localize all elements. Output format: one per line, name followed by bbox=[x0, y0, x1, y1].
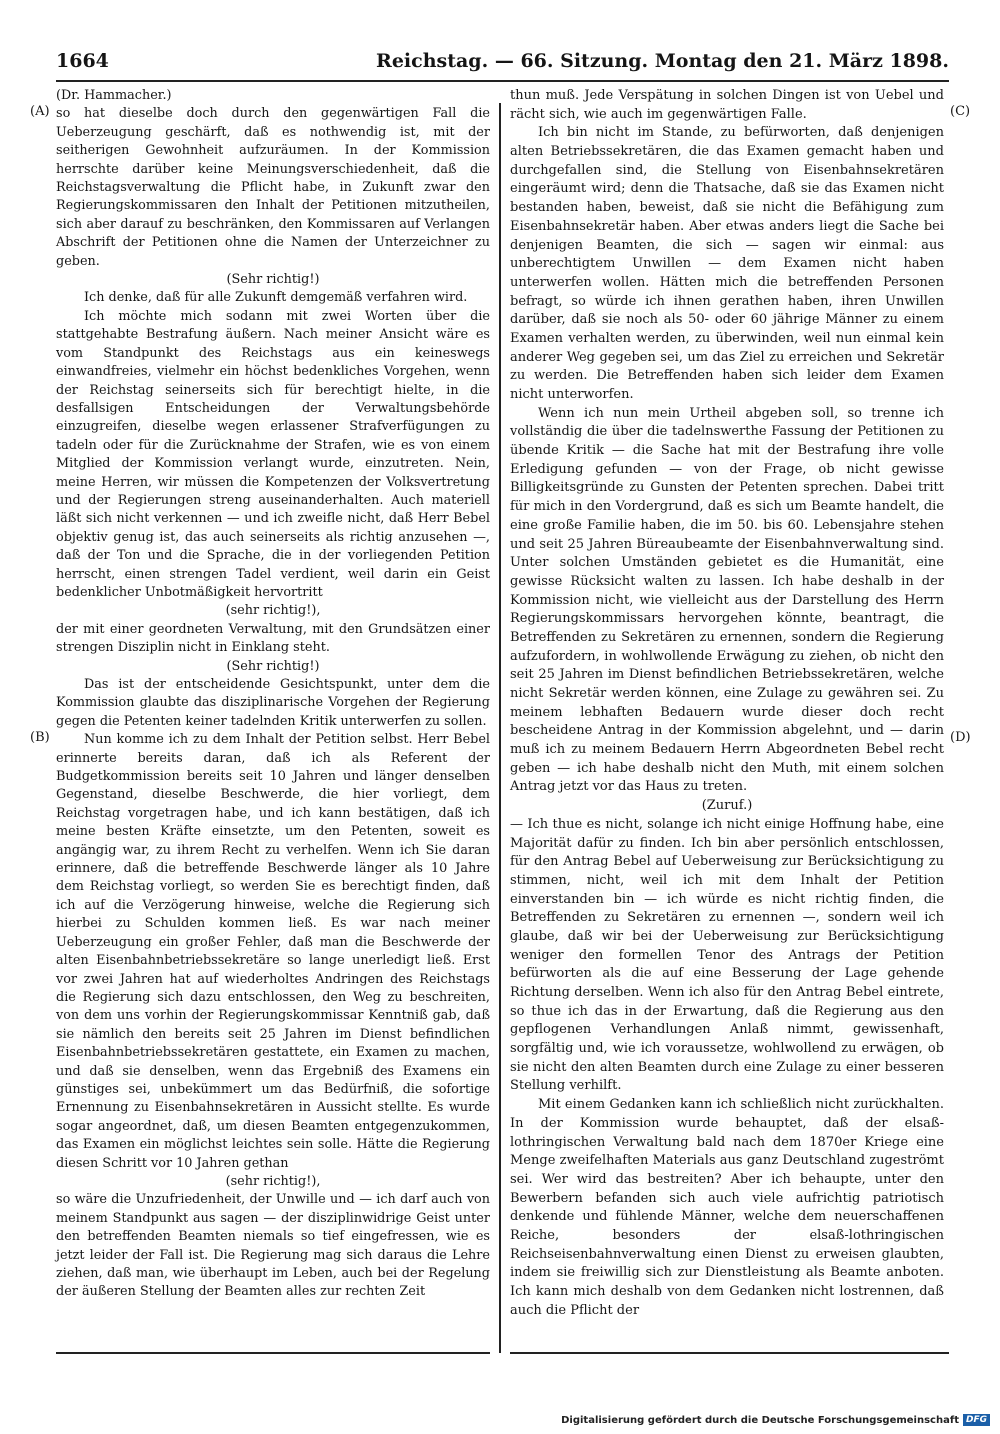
credit-text: Digitalisierung gefördert durch die Deutsche Forschungsgemeinschaft bbox=[561, 1414, 959, 1426]
paragraph: thun muß. Jede Verspätung in solchen Dingen ist von Uebel und rächt sich, wie auch im gegenwärtigen Falle. bbox=[510, 88, 944, 122]
paragraph: so wäre die Unzufriedenheit, der Unwille und — ich darf auch von meinem Standpunkt aus sagen — der disziplinwidrige Geist unter den betreffenden Beamten niemals so tief eingefressen, wie es jetzt leider der Fall ist. Die Regierung mag sich daraus die Lehre ziehen, daß man, wie überhaupt im Leben, auch bei der Regelung der äußeren Stellung der Beamten alles zur rechten Zeit bbox=[56, 1192, 490, 1300]
header-rule bbox=[56, 80, 949, 82]
paragraph: der mit einer geordneten Verwaltung, mit den Grundsätzen einer strengen Disziplin nicht in Einklang steht. bbox=[56, 621, 490, 656]
paragraph: so hat dieselbe doch durch den gegenwärtigen Fall die Ueberzeugung geschärft, daß es nothwendig ist, mit der seitherigen Gewohnheit aufzuräumen. In der Kommission herrschte darüber keine Meinungsverschiedenheit, daß die Reichstagsverwaltung die Pflicht habe, in Zukunft zwar den Regierungskommissaren den Inhalt der Petitionen mitzutheilen, sich aber darauf zu beschränken, den Kommissaren auf Verlangen Abschrift der Petitionen ohne die Namen der Unterzeichner zu geben. bbox=[56, 106, 490, 269]
paragraph: — Ich thue es nicht, solange ich nicht einige Hoffnung habe, eine Majorität dafür zu finden. Ich bin aber persönlich entschlossen, für den Antrag Bebel auf Ueberweisung zur Berücksichtigung zu stimmen, nicht, weil ich mit dem Inhalt der Petition einverstanden bin — ich würde es nicht richtig finden, die Betreffenden zu Sekretären zu ernennen —, sondern weil ich glaube, daß wir bei der Ueberweisung zur Berücksichtigung weniger den formellen Tenor des Antrags der Petition befürworten als die auf eine Besserung der Lage gehende Richtung derselben. Wenn ich also für den Antrag Bebel eintrete, so thue ich das in der Erwartung, daß die Regierung aus den gepflogenen Verhandlungen Anlaß nimmt, gewissenhaft, sorgfältig und, wie ich voraussetze, wohlwollend zu erwägen, ob sie nicht den alten Beamten durch eine Zulage zu einer besseren Stellung verhilft. bbox=[510, 816, 944, 1094]
margin-marker-b: (B) bbox=[30, 730, 50, 745]
paragraph: Wenn ich nun mein Urtheil abgeben soll, so trenne ich vollständig die über die tadelnswerthe Fassung der Petitionen zu übende Kritik — die Sache hat mit der Bestrafung ihre volle Erledigung gefunden — von der Frage, ob nicht gewisse Billigkeitsgründe zu Gunsten der Petenten sprechen. Dabei tritt für mich in den Vordergrund, daß es sich um Beamte handelt, die eine große Familie haben, die im 50. bis 60. Lebensjahre stehen und seit 25 Jahren Büreaubeamte der Eisenbahnverwaltung sind. Unter solchen Umständen gebietet es die Humanität, eine gewisse Rücksicht walten zu lassen. Ich habe deshalb in der Kommission nicht, wie vielleicht aus der Darstellung des Herrn Regierungskommissars hervorgehen könnte, beantragt, die Betreffenden zu Sekretären zu ernennen, sondern die Regierung aufzufordern, in wohlwollende Erwägung zu ziehen, ob nicht den seit 25 Jahren im Dienst befindlichen Betriebssekretären, welche nicht Sekretär werden können, eine Zulage zu gewähren sei. Zu meinem lebhaften Bedauern wurde dieser doch recht bescheidene Antrag in der Kommission abgelehnt, und — darin muß ich zu meinem Bedauern Herrn Abgeordneten Bebel recht geben — ich habe deshalb nicht den Muth, mit einem solchen Antrag jetzt vor das Haus zu treten. bbox=[510, 405, 944, 795]
interjection: (sehr richtig!), bbox=[225, 1173, 321, 1189]
interjection: (Sehr richtig!) bbox=[226, 272, 320, 288]
dfg-logo: DFG bbox=[963, 1414, 990, 1426]
page-number: 1664 bbox=[56, 50, 109, 72]
margin-marker-d: (D) bbox=[950, 730, 971, 745]
margin-marker-a: (A) bbox=[30, 104, 50, 119]
column-divider bbox=[499, 103, 501, 1353]
left-column bbox=[56, 87, 490, 1302]
right-bottom-rule bbox=[510, 1352, 949, 1354]
speaker-name: (Dr. Hammacher.) bbox=[56, 88, 172, 103]
running-title: Reichstag. — 66. Sitzung. Montag den 21. März 1898. bbox=[376, 50, 949, 72]
margin-marker-c: (C) bbox=[950, 104, 971, 119]
interjection: (Zuruf.) bbox=[701, 798, 753, 814]
left-bottom-rule bbox=[56, 1352, 490, 1354]
paragraph: Ich bin nicht im Stande, zu befürworten, daß denjenigen alten Betriebssekretären, die das Examen gemacht haben und durchgefallen sind, die Stellung von Eisenbahnsekretären eingeräumt wird; denn die Thatsache, daß sie das Examen nicht bestanden haben, beweist, daß sie nicht die Befähigung zum Eisenbahnsekretär haben. Aber etwas anders liegt die Sache bei denjenigen Beamten, die sich — sagen wir einmal: aus unberechtigtem Unwillen — dem Examen nicht haben unterwerfen wollen. Hätten mich die betreffenden Personen befragt, so würde ich ihnen gerathen haben, ihren Unwillen darüber, daß sie noch als 50- oder 60 jährige Männer zu einem Examen verhalten werden, zu überwinden, weil nun einmal kein anderer Weg gegeben sei, um das Ziel zu erreichen und Sekretär zu werden. Die Betreffenden haben sich leider dem Examen nicht unterworfen. bbox=[510, 125, 944, 402]
paragraph: Mit einem Gedanken kann ich schließlich nicht zurückhalten. In der Kommission wurde behauptet, daß der elsaß-lothringischen Verwaltung bald nach dem 1870er Kriege eine Menge zweifelhaften Materials aus ganz Deutschland zugeströmt sei. Wer wird das bestreiten? Aber ich behaupte, unter den Bewerbern befanden sich auch viele aufrichtig patriotisch denkende und fühlende Männer, welche dem neuerschaffenen Reiche, besonders der elsaß-lothringischen Reichseisenbahnverwaltung einen Dienst zu erweisen glaubten, indem sie freiwillig sich zur Dienstleistung als Beamte anboten. Ich kann mich deshalb von dem Gedanken nicht lostrennen, daß auch die Pflicht der bbox=[510, 1097, 944, 1318]
paragraph: Ich möchte mich sodann mit zwei Worten über die stattgehabte Bestrafung äußern. Nach meiner Ansicht wäre es vom Standpunkt des Reichstags aus ein keineswegs einwandfreies, vielmehr ein höchst bedenkliches Vorgehen, wenn der Reichstag seinerseits sich für berechtigt hielte, in die desfallsigen Entscheidungen der Verwaltungsbehörde einzugreifen, dieselbe wegen erlassener Strafverfügungen zu tadeln oder für die Zurücknahme der Strafen, wie es von einem Mitglied der Kommission verlangt wurde, einzutreten. Nein, meine Herren, wir müssen die Kompetenzen der Volksvertretung und der Regierungen streng auseinanderhalten. Auch materiell läßt sich nicht verkennen — und ich zweifle nicht, daß Herr Bebel objektiv genug ist, das auch seinerseits als richtig anzusehen —, daß der Ton und die Sprache, die in der vorliegenden Petition herrscht, einen strengen Tadel verdient, weil darin ein Geist bedenklicher Unbotmäßigkeit hervortritt bbox=[56, 308, 490, 600]
interjection: (Sehr richtig!) bbox=[226, 658, 320, 674]
paragraph: Ich denke, daß für alle Zukunft demgemäß verfahren wird. bbox=[84, 290, 468, 306]
right-column bbox=[510, 87, 944, 1320]
paragraph: Nun komme ich zu dem Inhalt der Petition selbst. Herr Bebel erinnerte bereits daran, daß ich als Referent der Budgetkommission bereits seit 10 Jahren und länger denselben Gegenstand, dieselbe Beschwerde, die hier vorliegt, dem Reichstag vorgetragen habe, und ich kann bestätigen, daß ich meine besten Kräfte einsetzte, um den Petenten, soweit es angängig war, zu ihrem Recht zu verhelfen. Wenn ich Sie daran erinnere, daß die betreffende Beschwerde länger als 10 Jahre dem Reichstag vorliegt, so werden Sie es berechtigt finden, daß ich auf die Verzögerung hinweise, welche die Regierung sich hierbei zu Schulden kommen ließ. Es war nach meiner Ueberzeugung ein großer Fehler, daß man die Beschwerde der alten Eisenbahnbetriebssekretäre so lange unerledigt ließ. Erst vor zwei Jahren hat auf wiederholtes Andringen des Reichstags die Regierung sich dazu entschlossen, den Weg zu beschreiten, von dem uns vorhin der Regierungskommissar Kenntniß gab, daß sie nämlich den bereits seit 25 Jahren im Dienst befindlichen Eisenbahnbetriebssekretären gestattete, ein Examen zu machen, und daß sie denselben, wenn das Ergebniß des Examens ein günstiges sei, unbekümmert um das Bedürfniß, die sofortige Ernennung zu Eisenbahnsekretären in Aussicht stellte. Es wurde sogar angeordnet, daß, um diesen Beamten entgegenzukommen, das Examen ein möglichst leichtes sein solle. Hätte die Regierung diesen Schritt vor 10 Jahren gethan bbox=[56, 732, 490, 1171]
paragraph: Das ist der entscheidende Gesichtspunkt, unter dem die Kommission glaubte das disziplinarische Vorgehen der Regierung gegen die Petenten keiner tadelnden Kritik unterwerfen zu sollen. bbox=[56, 677, 490, 729]
digitization-credit bbox=[561, 1414, 990, 1426]
page-header bbox=[56, 50, 949, 76]
interjection: (sehr richtig!), bbox=[225, 603, 321, 619]
